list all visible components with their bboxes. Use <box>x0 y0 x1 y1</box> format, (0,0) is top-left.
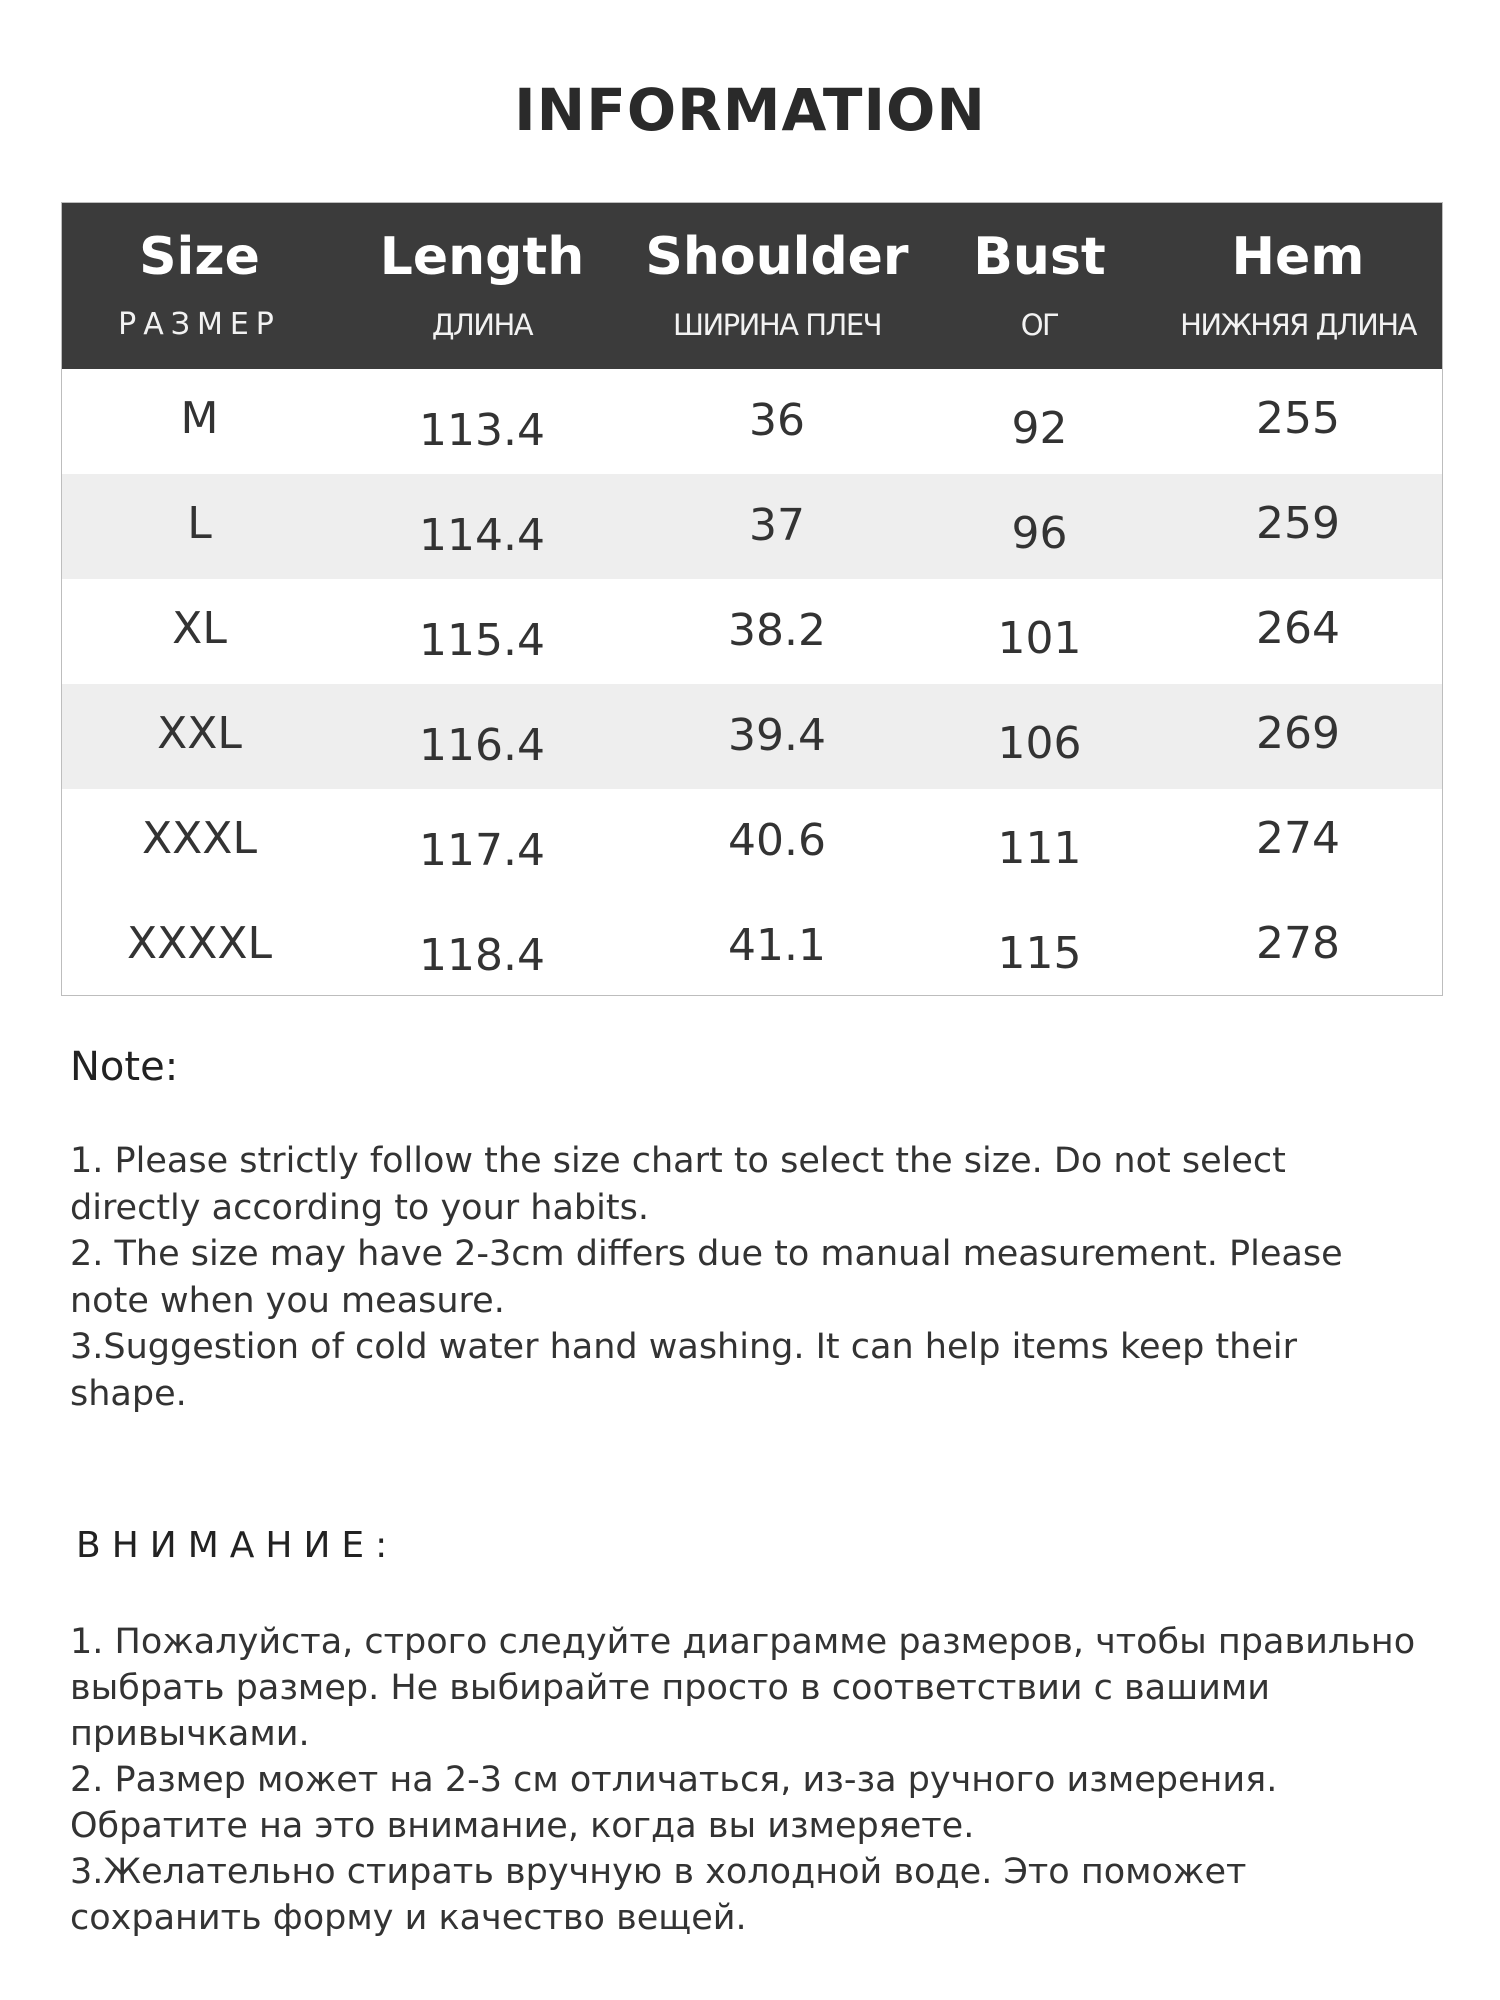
note-item: 1. Please strictly follow the size chart to select the size. Do not select directly according to your habits. <box>70 1141 1286 1228</box>
cell-value: XXXL <box>142 813 257 864</box>
cell-length <box>337 894 627 994</box>
cell-value: 259 <box>1256 498 1340 549</box>
attention-item: 1. Пожалуйста, строго следуйте диаграмме размеров, чтобы правильно выбрать размер. Не выбирайте просто в соответствии с вашими привычками. <box>70 1622 1416 1754</box>
attention-list <box>70 1619 1430 1941</box>
table-header <box>62 203 1442 369</box>
table-body <box>62 369 1442 994</box>
header-label: Size <box>139 227 260 287</box>
cell-shoulder <box>627 579 927 684</box>
cell-hem <box>1152 684 1444 789</box>
table-row <box>62 894 1442 994</box>
attention-item: 2. Размер может на 2-3 см отличаться, из-за ручного измерения. Обратите на это внимание, когда вы измеряете. <box>70 1760 1278 1846</box>
header-sublabel: РАЗМЕР <box>118 307 281 342</box>
note-heading: Note: <box>70 1044 179 1090</box>
cell-hem <box>1152 894 1444 994</box>
cell-value: 41.1 <box>728 920 826 971</box>
header-label: Length <box>379 227 585 287</box>
cell-bust <box>927 579 1152 684</box>
cell-value: 116.4 <box>419 720 545 771</box>
cell-size <box>62 684 337 789</box>
header-sublabel: ШИРИНА ПЛЕЧ <box>672 308 882 342</box>
cell-shoulder <box>627 369 927 474</box>
cell-value: XXXXL <box>126 918 273 969</box>
page-title: INFORMATION <box>514 76 986 144</box>
cell-value: 111 <box>997 823 1082 874</box>
cell-value: 92 <box>1011 403 1068 454</box>
cell-value: XXL <box>157 708 242 759</box>
cell-value: 255 <box>1256 393 1340 444</box>
cell-length <box>337 789 627 894</box>
table-row <box>62 579 1442 684</box>
cell-value: 101 <box>997 613 1082 664</box>
cell-value: 40.6 <box>728 815 826 866</box>
cell-value: 36 <box>749 395 805 446</box>
cell-value: 274 <box>1256 813 1340 864</box>
header-bust <box>927 203 1152 369</box>
header-shoulder <box>627 203 927 369</box>
cell-size <box>62 789 337 894</box>
cell-value: 38.2 <box>728 605 826 656</box>
note-list <box>70 1138 1410 1417</box>
cell-size <box>62 894 337 994</box>
cell-bust <box>927 684 1152 789</box>
header-sublabel: НИЖНЯЯ ДЛИНА <box>1180 308 1416 342</box>
cell-size <box>62 579 337 684</box>
header-length <box>337 203 627 369</box>
cell-value: M <box>180 393 219 444</box>
cell-hem <box>1152 474 1444 579</box>
attention-heading: ВНИМАНИЕ: <box>76 1525 399 1566</box>
table-row <box>62 684 1442 789</box>
cell-bust <box>927 369 1152 474</box>
header-label: Hem <box>1231 227 1365 287</box>
cell-value: 269 <box>1256 708 1340 759</box>
header-label: Bust <box>973 227 1106 287</box>
note-item: 3.Suggestion of cold water hand washing. It can help items keep their shape. <box>70 1327 1297 1414</box>
cell-length <box>337 579 627 684</box>
cell-length <box>337 684 627 789</box>
cell-hem <box>1152 369 1444 474</box>
cell-value: 106 <box>997 718 1082 769</box>
cell-hem <box>1152 789 1444 894</box>
cell-shoulder <box>627 789 927 894</box>
table-row <box>62 789 1442 894</box>
cell-value: 37 <box>749 500 805 551</box>
size-chart-table <box>61 202 1443 996</box>
cell-size <box>62 369 337 474</box>
cell-value: 114.4 <box>419 510 545 561</box>
cell-value: 264 <box>1256 603 1340 654</box>
cell-shoulder <box>627 894 927 994</box>
cell-value: XL <box>172 603 227 654</box>
cell-shoulder <box>627 684 927 789</box>
cell-bust <box>927 789 1152 894</box>
header-label: Shoulder <box>645 227 909 287</box>
cell-value: 115.4 <box>419 615 545 666</box>
cell-size <box>62 474 337 579</box>
header-hem <box>1152 203 1444 369</box>
cell-value: L <box>187 498 212 549</box>
cell-value: 117.4 <box>419 825 545 876</box>
cell-bust <box>927 894 1152 994</box>
table-row <box>62 474 1442 579</box>
header-sublabel: ДЛИНА <box>431 308 533 342</box>
cell-value: 118.4 <box>419 930 545 981</box>
cell-length <box>337 474 627 579</box>
header-size <box>62 203 337 369</box>
cell-value: 278 <box>1256 918 1340 969</box>
cell-value: 39.4 <box>728 710 826 761</box>
header-sublabel: ОГ <box>1020 308 1059 342</box>
note-item: 2. The size may have 2-3cm differs due to manual measurement. Please note when you measure. <box>70 1234 1343 1321</box>
table-row <box>62 369 1442 474</box>
cell-length <box>337 369 627 474</box>
attention-item: 3.Желательно стирать вручную в холодной воде. Это поможет сохранить форму и качество вещей. <box>70 1852 1247 1938</box>
cell-value: 113.4 <box>419 405 545 456</box>
cell-value: 96 <box>1011 508 1068 559</box>
cell-value: 115 <box>997 928 1082 979</box>
cell-hem <box>1152 579 1444 684</box>
cell-shoulder <box>627 474 927 579</box>
cell-bust <box>927 474 1152 579</box>
